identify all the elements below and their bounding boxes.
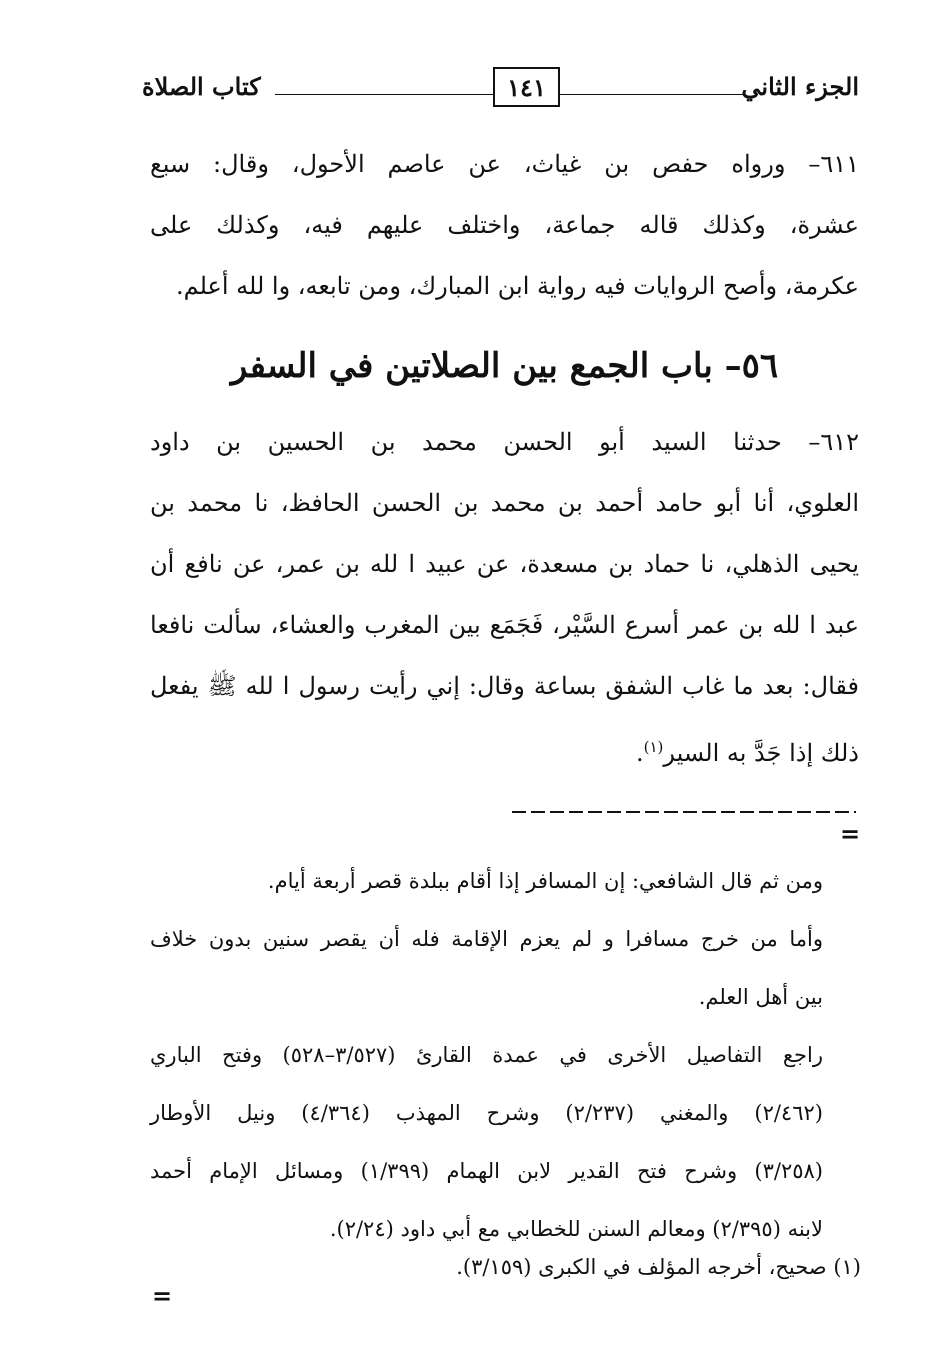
header-rule-right [560,94,746,95]
footnote-line: بين أهل العلم. [698,985,823,1009]
footnote-separator [512,805,856,819]
hadith-611 [150,134,859,317]
text-line: ٦١١– ورواه حفص بن غياث، عن عاصم الأحول، وقال: سبع [150,150,859,178]
text-line: فقال: بعد ما غاب الشفق بساعة وقال: إني رأيت رسول ا لله ﷺ يفعل [150,672,859,700]
hadith-612 [150,412,859,778]
continuation-mark: = [840,819,861,848]
page-number: ١٤١ [507,72,546,102]
text-line: عشرة، وكذلك قاله جماعة، واختلف عليهم فيه، وكذلك على [150,211,859,239]
text-line: يحيى الذهلي، نا حماد بن مسعدة، عن عبيد ا لله بن عمر، عن نافع أن [150,550,859,578]
end-punct: . [635,739,644,767]
footnote-line: (٢/٤٦٢) والمغني (٢/٢٣٧) وشرح المهذب (٤/٣٦٤) ونيل الأوطار [150,1101,823,1125]
text-line-last [150,717,859,778]
page-number-box [493,67,560,107]
text-span: ذلك إذا جَدَّ به السير [663,739,859,767]
footnote-line: وأما من خرج مسافرا و لم يعزم الإقامة فله أن يقصر سنين بدون خلاف [150,927,823,951]
text-line: العلوي، أنا أبو حامد أحمد بن محمد بن الحسن الحافظ، نا محمد بن [150,489,859,517]
footnote-ref: (١) [643,738,664,756]
text-line: عبد ا لله بن عمر أسرع السَّيْر، فَجَمَع بين المغرب والعشاء، سألت نافعا [150,611,859,639]
text-line: ٦١٢– حدثنا السيد أبو الحسن محمد بن الحسين بن داود [150,428,859,456]
section-heading: ٥٦– باب الجمع بين الصلاتين في السفر [230,346,779,386]
bottom-continuation-mark: = [152,1281,173,1310]
footnote-line: لابنه (٢/٣٩٥) ومعالم السنن للخطابي مع أبي داود (٢/٢٤). [329,1217,823,1241]
footnote-line: ومن ثم قال الشافعي: إن المسافر إذا أقام ببلدة قصر أربعة أيام. [267,869,823,893]
header-rule-left [275,94,493,95]
chapter-label: كتاب الصلاة [142,72,261,101]
footnote-line: راجع التفاصيل الأخرى في عمدة القارئ (٣/٥٢٧–٥٢٨) وفتح الباري [150,1043,823,1067]
volume-label: الجزء الثاني [741,72,859,101]
footnote-line: (٣/٢٥٨) وشرح فتح القدير لابن الهمام (١/٣٩٩) ومسائل الإمام أحمد [150,1159,823,1183]
footnote-1: (١) صحيح، أخرجه المؤلف في الكبرى (٣/١٥٩). [456,1255,861,1279]
text-line: عكرمة، وأصح الروايات فيه رواية ابن المبارك، ومن تابعه، وا لله أعلم. [175,272,859,300]
footnote-continued [150,852,823,1258]
